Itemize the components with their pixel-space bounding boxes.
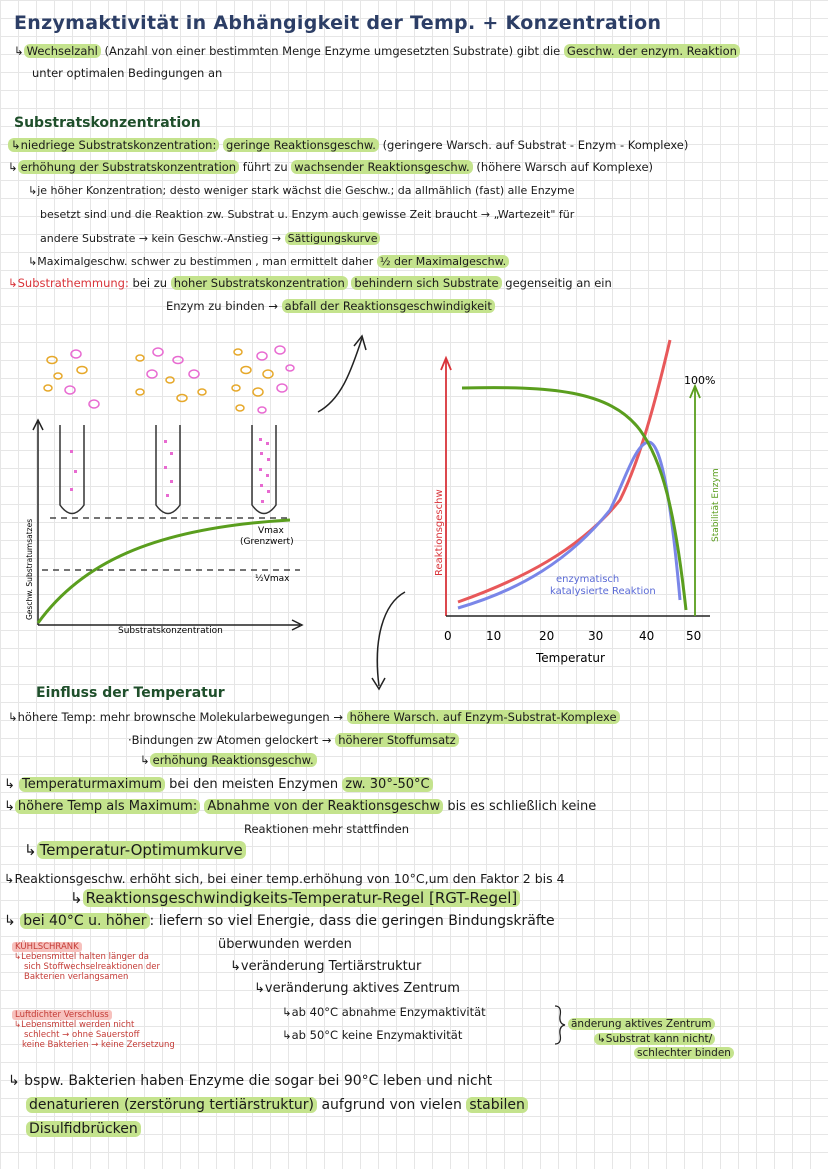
vmax-label: Vmax [258, 526, 284, 536]
diagram2-ticks [444, 629, 701, 643]
diagram2-y-axis [441, 358, 451, 616]
seal-heading: Luftdichter Verschluss [12, 1006, 112, 1023]
temp-line-6: Reaktionen mehr stattfinden [244, 822, 410, 836]
seal-note-2: schlecht → ohne Sauerstoff [24, 1030, 140, 1040]
substrat-line-4: besetzt sind und die Reaktion zw. Substrat u. Enzym auch gewisse Zeit braucht → „Wartezeit" für [40, 208, 575, 221]
saturation-diagram [0, 330, 400, 640]
test-tubes [60, 425, 276, 514]
intro-line-1: ↳ Wechselzahl (Anzahl von einer bestimmten Menge Enzyme umgesetzten Substrate) gibt die Geschw. der enzym. Reaktion [14, 44, 740, 59]
temperature-diagram [400, 330, 800, 670]
substrat-line-2: ↳ erhöhung der Substratskonzentration führt zu wachsender Reaktionsgeschw. (höhere Warsch auf Komplexe) [8, 160, 654, 174]
fridge-note-2: sich Stoffwechselreaktionen der [24, 962, 160, 972]
temp-line-10: ↳ bei 40°C u. höher : liefern so viel Energie, dass die geringen Bindungskräfte [4, 913, 555, 929]
top-label: 100% [684, 374, 716, 387]
half-vmax-label: ½Vmax [255, 574, 290, 584]
substrat-line-3: ↳je höher Konzentration; desto weniger stark wächst die Geschw.; da allmählich (fast) alle Enzyme [28, 184, 575, 197]
seal-note-3: keine Bakterien → keine Zersetzung [22, 1040, 175, 1050]
enzyme-annotation-2: katalysierte Reaktion [550, 586, 656, 597]
svg-text:0: 0 [444, 629, 452, 643]
temp-line-8: ↳Reaktionsgeschw. erhöht sich, bei einer temp.erhöhung von 10°C,um den Faktor 2 bis 4 [4, 871, 565, 886]
svg-text:50: 50 [686, 629, 702, 643]
bottom-line-3: Disulfidbrücken [26, 1120, 141, 1138]
temp-line-9: ↳ Reaktionsgeschwindigkeits-Temperatur-Regel [RGT-Regel] [70, 888, 520, 908]
right-note-1: änderung aktives Zentrum [568, 1017, 715, 1032]
substrat-line-8: Enzym zu binden → abfall der Reaktionsgeschwindigkeit [166, 299, 495, 314]
temp-line-3: ↳ erhöhung Reaktionsgeschw. [140, 753, 317, 768]
bottom-line-1: ↳ bspw. Bakterien haben Enzyme die sogar bei 90°C leben und nicht [8, 1073, 493, 1089]
substrat-line-6: ↳Maximalgeschw. schwer zu bestimmen , man ermittelt daher ½ der Maximalgeschw. [28, 254, 509, 269]
substrate-molecules [44, 346, 294, 413]
temp-line-15: ↳ab 50°C keine Enzymaktivität [282, 1028, 463, 1042]
substrat-line-1: ↳niedriege Substratskonzentration: geringe Reaktionsgeschw. (geringere Warsch. auf Substrat - Enzym - Komplexe) [8, 138, 688, 153]
right-note-3: schlechter binden [634, 1046, 734, 1061]
diagram2-ylabel2: Stabilität Enzym [711, 468, 721, 542]
diagram2-ylabel: Reaktionsgeschw [434, 489, 445, 576]
temp-line-4: ↳ Temperaturmaximum bei den meisten Enzymen zw. 30°-50°C [4, 776, 433, 793]
saturation-curve [38, 520, 290, 623]
temp-line-7: ↳ Temperatur-Optimumkurve [24, 840, 246, 860]
substrat-line-7: ↳Substrathemmung: bei zu hoher Substratskonzentration behindern sich Substrate gegenseitig an ein [8, 276, 612, 290]
vmax-note: (Grenzwert) [240, 537, 294, 547]
tube-contents [70, 438, 270, 503]
temp-line-2: ·Bindungen zw Atomen gelockert → höherer Stoffumsatz [128, 733, 459, 748]
svg-text:40: 40 [639, 629, 655, 643]
temp-line-12: ↳veränderung Tertiärstruktur [230, 959, 422, 974]
arrow-down-icon [355, 590, 415, 695]
diagram1-axes [33, 420, 302, 630]
diagram1-ylabel: Geschw. Substratumsatzes [25, 518, 34, 620]
temp-line-5: ↳ höhere Temp als Maximum: Abnahme von der Reaktionsgeschw bis es schließlich keine [4, 799, 597, 814]
svg-text:20: 20 [539, 629, 555, 643]
seal-note-1: ↳Lebensmittel werden nicht [14, 1020, 135, 1030]
diagram1-xlabel: Substratskonzentration [118, 626, 223, 636]
substrat-line-5: andere Substrate → kein Geschw.-Anstieg → Sättigungskurve [40, 231, 380, 246]
diagram2-y2-axis [690, 386, 700, 616]
red-curve [458, 340, 670, 602]
fridge-note-3: Bakterien verlangsamen [24, 972, 129, 982]
fridge-heading: KÜHLSCHRANK [12, 938, 82, 955]
svg-text:30: 30 [588, 629, 604, 643]
brace-icon [552, 1004, 568, 1046]
intro-line-2: unter optimalen Bedingungen an [32, 66, 223, 80]
arrow-up-icon [318, 338, 362, 412]
temp-line-11: überwunden werden [218, 937, 352, 952]
fridge-note-1: ↳Lebensmittel halten länger da [14, 952, 149, 962]
temp-line-1: ↳höhere Temp: mehr brownsche Molekularbewegungen → höhere Warsch. auf Enzym-Substrat-Komplexe [8, 710, 620, 725]
section-heading-temp: Einfluss der Temperatur [36, 685, 225, 701]
temp-line-13: ↳veränderung aktives Zentrum [254, 981, 460, 996]
section-heading-substrat: Substratskonzentration [14, 115, 201, 131]
svg-text:10: 10 [486, 629, 502, 643]
page-title: Enzymaktivität in Abhängigkeit der Temp. + Konzentration [14, 12, 662, 34]
bottom-line-2: denaturieren (zerstörung tertiärstruktur) aufgrund von vielen stabilen [26, 1096, 528, 1114]
enzyme-annotation-1: enzymatisch [556, 574, 620, 585]
diagram2-xlabel: Temperatur [536, 651, 605, 665]
right-note-2: ↳Substrat kann nicht/ [594, 1032, 715, 1047]
temp-line-14: ↳ab 40°C abnahme Enzymaktivität [282, 1005, 486, 1019]
